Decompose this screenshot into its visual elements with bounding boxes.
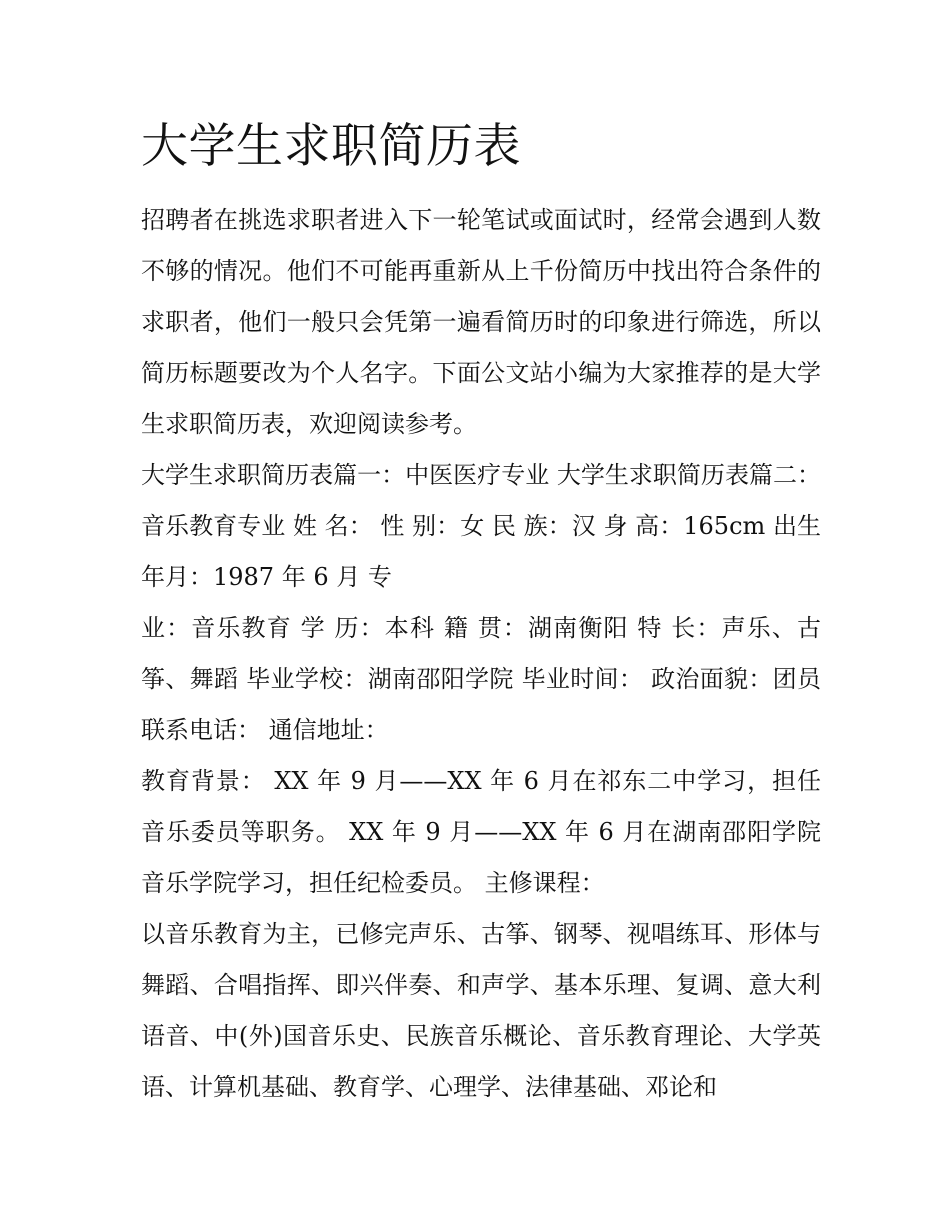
personal-info-paragraph: 大学生求职简历表篇一：中医医疗专业 大学生求职简历表篇二：音乐教育专业 姓 名： 性 别：女 民 族：汉 身 高：165cm 出生年月：1987 年 6 月 专: [141, 461, 821, 591]
education-background-paragraph: 教育背景： XX 年 9 月——XX 年 6 月在祁东二中学习，担任音乐委员等职务。 XX 年 9 月——XX 年 6 月在湖南邵阳学院音乐学院学习，担任纪检委员。 主修课程：: [141, 767, 821, 897]
document-title: 大学生求职简历表: [141, 119, 521, 174]
document-body: [141, 195, 821, 1113]
intro-paragraph: 招聘者在挑选求职者进入下一轮笔试或面试时，经常会遇到人数不够的情况。他们不可能再重新从上千份简历中找出符合条件的求职者，他们一般只会凭第一遍看简历时的印象进行筛选，所以简历标题要改为个人名字。下面公文站小编为大家推荐的是大学生求职简历表，欢迎阅读参考。: [141, 206, 821, 438]
courses-paragraph: 以音乐教育为主，已修完声乐、古筝、钢琴、视唱练耳、形体与舞蹈、合唱指挥、即兴伴奏、和声学、基本乐理、复调、意大利语音、中(外)国音乐史、民族音乐概论、音乐教育理论、大学英语、计算机基础、教育学、心理学、法律基础、邓论和: [141, 920, 821, 1101]
personal-details-paragraph: 业：音乐教育 学 历：本科 籍 贯：湖南衡阳 特 长：声乐、古筝、舞蹈 毕业学校：湖南邵阳学院 毕业时间： 政治面貌：团员 联系电话： 通信地址：: [141, 614, 821, 744]
